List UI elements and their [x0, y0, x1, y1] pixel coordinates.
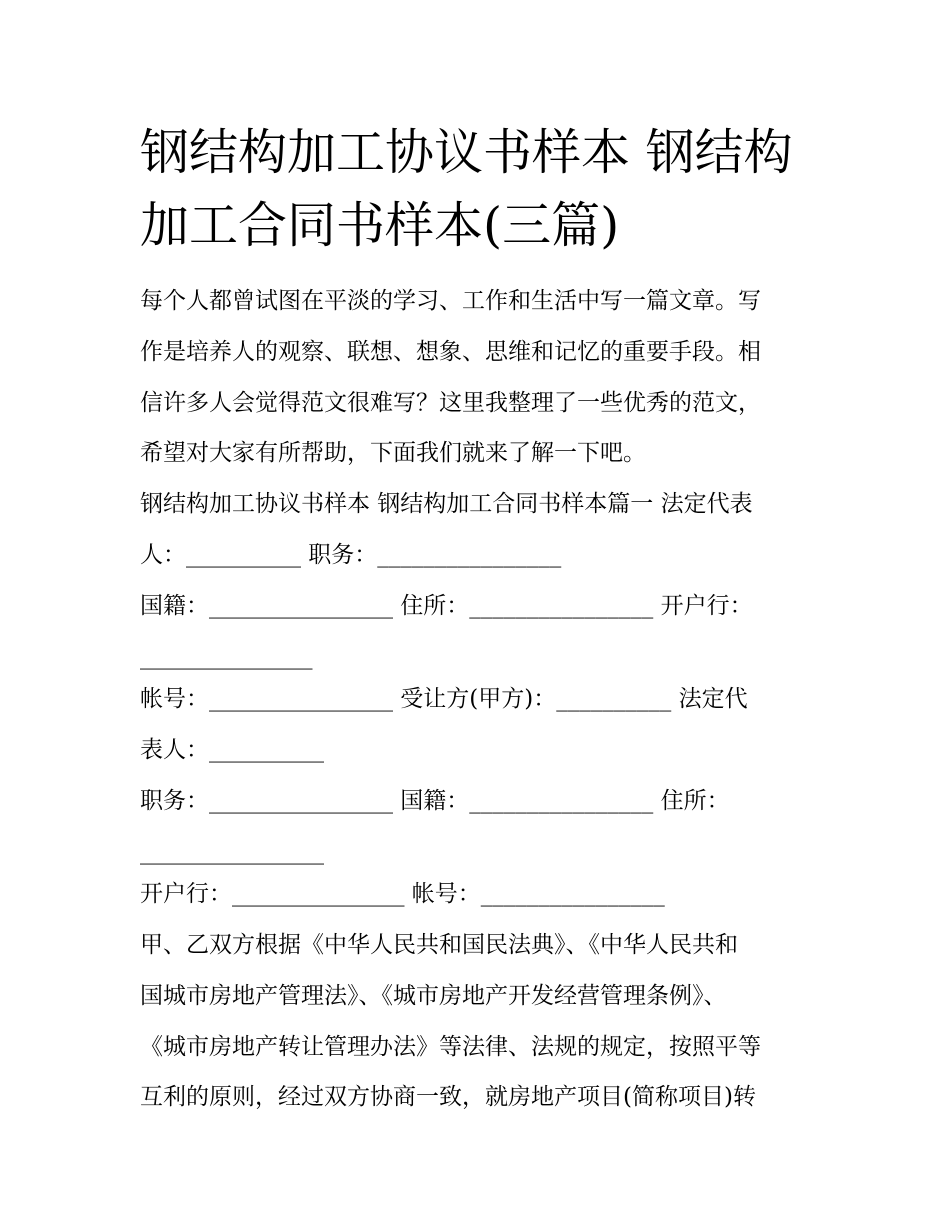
form-line-bank-blank: _______________ — [140, 644, 313, 670]
document-title — [140, 116, 840, 262]
body-line-4: 互利的原则，经过双方协商一致，就房地产项目(简称项目)转 — [140, 1084, 756, 1110]
body-line-3: 《城市房地产转让管理办法》等法律、法规的规定，按照平等 — [140, 1034, 761, 1060]
intro-line-2: 作是培养人的观察、联想、想象、思维和记忆的重要手段。相 — [140, 339, 761, 365]
intro-line-4: 希望对大家有所帮助，下面我们就来了解一下吧。 — [140, 440, 646, 466]
intro-line-3: 信许多人会觉得范文很难写？这里我整理了一些优秀的范文， — [140, 390, 761, 416]
form-line-representative: 人：__________ 职务：________________ — [140, 542, 562, 568]
form-line-representative-2: 表人：__________ — [140, 737, 324, 763]
form-line-nationality: 国籍：________________ 住所：________________ 开户行： — [140, 593, 753, 619]
body-line-2: 国城市房地产管理法》、《城市房地产开发经营管理条例》、 — [140, 983, 727, 1009]
form-line-address-blank: ________________ — [140, 839, 324, 865]
title-line-2: 加工合同书样本(三篇) — [140, 197, 620, 254]
intro-line-1: 每个人都曾试图在平淡的学习、工作和生活中写一篇文章。写 — [140, 288, 761, 314]
section-heading-line: 钢结构加工协议书样本 钢结构加工合同书样本篇一 法定代表 — [140, 491, 753, 517]
form-line-bank-2: 开户行：_______________ 帐号：________________ — [140, 881, 665, 907]
form-line-position-2: 职务：________________ 国籍：________________ 住所： — [140, 788, 730, 814]
form-line-account: 帐号：________________ 受让方(甲方)：__________ 法定代 — [140, 686, 748, 712]
title-line-1: 钢结构加工协议书样本 钢结构 — [140, 124, 793, 181]
body-line-1: 甲、乙双方根据《中华人民共和国民法典》、《中华人民共和 — [140, 932, 738, 958]
